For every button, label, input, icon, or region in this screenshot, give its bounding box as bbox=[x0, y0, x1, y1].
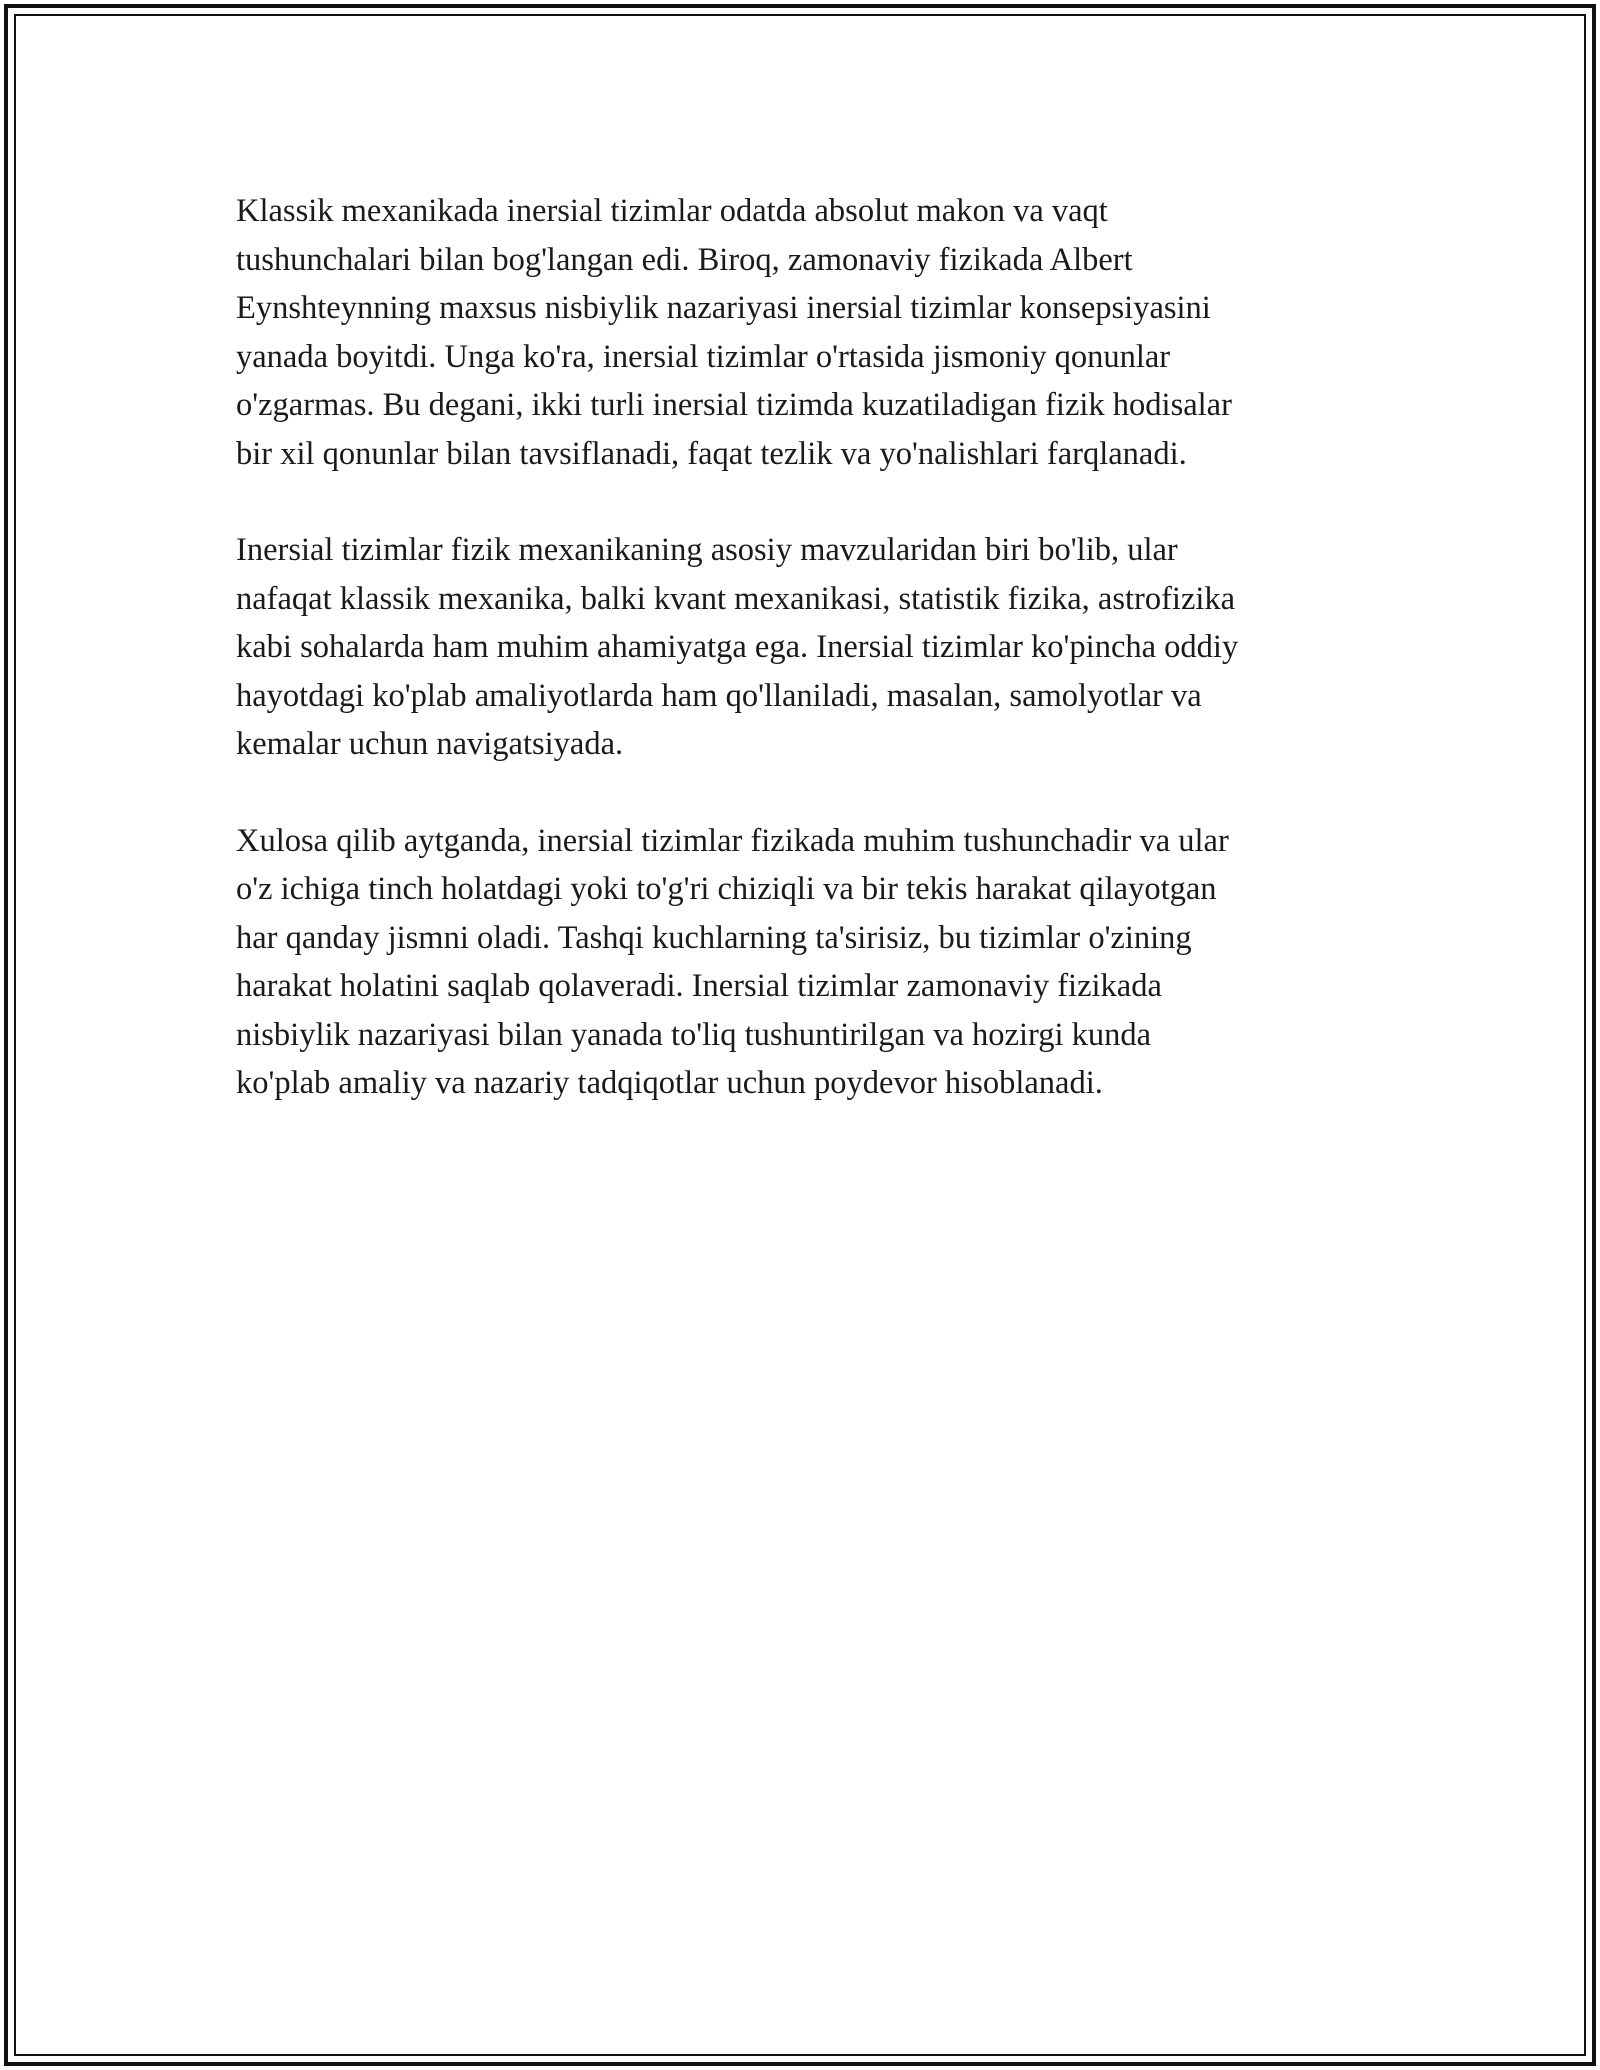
document-body bbox=[236, 187, 1416, 1156]
paragraph-2: Inersial tizimlar fizik mexanikaning asosiy mavzularidan biri bo'lib, ular nafaqat klassik mexanika, balki kvant mexanikasi, statistik fizika, astrofizika kabi sohalarda ham muhim ahamiyatga ega. Inersial tizimlar ko'pincha oddiy hayotdagi ko'plab amaliyotlarda ham qo'llaniladi, masalan, samolyotlar va kemalar uchun navigatsiyada. bbox=[236, 532, 1239, 762]
paragraph-1: Klassik mexanikada inersial tizimlar odatda absolut makon va vaqt tushunchalari bilan bog'langan edi. Biroq, zamonaviy fizikada Albert Eynshteynning maxsus nisbiylik nazariyasi inersial tizimlar konsepsiyasini yanada boyitdi. Unga ko'ra, inersial tizimlar o'rtasida jismoniy qonunlar o'zgarmas. Bu degani, ikki turli inersial tizimda kuzatiladigan fizik hodisalar bir xil qonunlar bilan tavsiflanadi, faqat tezlik va yo'nalishlari farqlanadi. bbox=[236, 193, 1232, 472]
paragraph-3: Xulosa qilib aytganda, inersial tizimlar fizikada muhim tushunchadir va ular o'z ichiga tinch holatdagi yoki to'g'ri chiziqli va bir tekis harakat qilayotgan har qanday jismni oladi. Tashqi kuchlarning ta'sirisiz, bu tizimlar o'zining harakat holatini saqlab qolaveradi. Inersial tizimlar zamonaviy fizikada nisbiylik nazariyasi bilan yanada to'liq tushuntirilgan va hozirgi kunda ko'plab amaliy va nazariy tadqiqotlar uchun poydevor hisoblanadi. bbox=[236, 822, 1229, 1101]
